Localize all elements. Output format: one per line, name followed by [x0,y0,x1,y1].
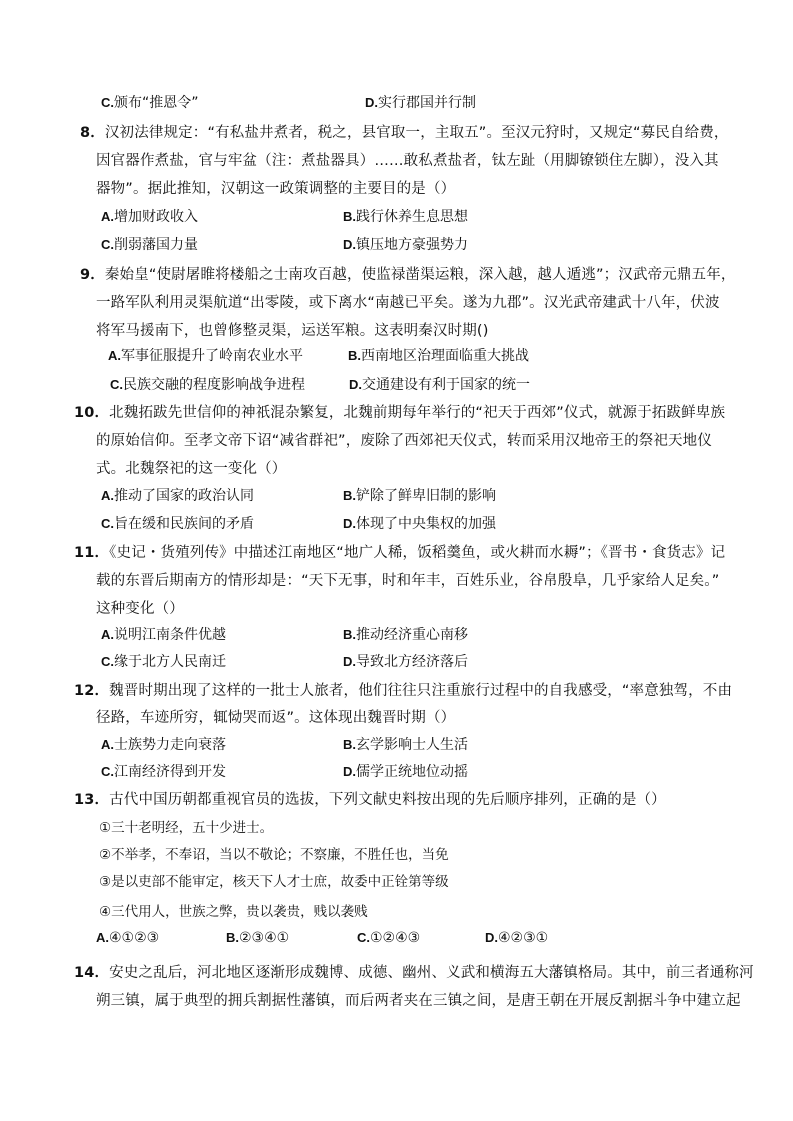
option-text: 镇压地方豪强势力 [356,237,468,253]
q8-option-b[interactable] [343,207,468,227]
q10-stem-line-3: 式。北魏祭祀的这一变化（） [96,461,287,477]
question-text: 北魏拓跋先世信仰的神祇混杂繁复，北魏前期每年举行的“祀天于西郊”仪式，就源于拓跋鲜卑族 [109,405,726,421]
option-letter: B. [343,488,356,503]
question-number: 12． [74,683,110,699]
q10-option-d[interactable] [343,514,496,534]
option-letter: B. [226,930,239,945]
question-number: 9． [80,267,105,283]
option-letter: A. [108,348,121,363]
option-letter: D. [343,764,356,779]
q13-source-item-3: ③是以吏部不能审定，核天下人才士庶，故委中正铨第等级 [99,874,449,890]
q12-option-b[interactable] [343,735,468,755]
q10-stem-line-2: 的原始信仰。至孝文帝下诏“减省群祀”，废除了西郊祀天仪式，转而采用汉地帝王的祭祀天地仪 [96,433,712,449]
q11-stem-line-3: 这种变化（） [96,601,184,617]
option-letter: D. [485,930,498,945]
q7-option-d[interactable] [365,93,476,113]
q8-stem-line-3: 器物”。据此推知，汉朝这一政策调整的主要目的是（） [96,181,456,197]
question-text: 秦始皇“使尉屠睢将楼船之士南攻百越，使监禄凿渠运粮，深入越，越人遁逃”；汉武帝元鼎五年， [104,267,736,283]
option-text: 说明江南条件优越 [114,627,226,643]
q13-stem-line-1 [74,790,666,810]
q8-option-a[interactable] [101,207,198,227]
question-number: 13． [74,792,110,808]
q13-option-d[interactable] [485,928,548,948]
question-text: 古代中国历朝都重视官员的选拔，下列文献史料按出现的先后顺序排列，正确的是（） [109,792,666,808]
q12-stem-line-1 [74,681,732,701]
option-letter: C. [101,654,114,669]
q11-option-b[interactable] [343,625,468,645]
option-text: 实行郡国并行制 [378,95,476,111]
q10-option-b[interactable] [343,486,496,506]
option-text: ②③④① [239,930,290,946]
q9-option-d[interactable] [349,375,530,395]
option-text: 士族势力走向衰落 [114,737,226,753]
option-letter: D. [343,237,356,252]
option-letter: B. [343,209,356,224]
q9-stem-line-2: 一路军队利用灵渠航道“出零陵，或下离水“南越已平矣。遂为九郡”。汉光武帝建武十八年，伏波 [96,295,720,311]
q13-source-item-4: ④三代用人，世族之弊，贵以袭贵，贱以袭贱 [99,904,368,920]
option-letter: C. [101,237,114,252]
question-text: 安史之乱后，河北地区逐渐形成魏博、成德、幽州、义武和横海五大藩镇格局。其中，前三者通称河 [109,965,754,981]
q14-stem-line-2: 朔三镇，属于典型的拥兵割据性藩镇，而后两者夹在三镇之间，是唐王朝在开展反割据斗争中建立起 [96,993,741,1009]
option-letter: A. [101,488,114,503]
q10-option-a[interactable] [101,486,254,506]
q9-option-c[interactable] [110,375,305,395]
q13-source-item-1: ①三十老明经，五十少进士。 [99,820,274,836]
option-letter: D. [343,654,356,669]
q11-stem-line-1 [74,543,725,563]
q13-option-a[interactable] [96,928,159,948]
q13-option-b[interactable] [226,928,289,948]
option-text: 西南地区治理面临重大挑战 [361,348,529,364]
option-text: 铲除了鲜卑旧制的影响 [356,488,496,504]
option-text: 交通建设有利于国家的统一 [362,377,530,393]
option-text: 儒学正统地位动摇 [356,764,468,780]
option-text: ④①②③ [109,930,160,946]
option-text: 增加财政收入 [114,209,198,225]
q7-option-c[interactable] [101,93,199,113]
option-text: 削弱藩国力量 [114,237,198,253]
q12-option-c[interactable] [101,762,226,782]
q10-option-c[interactable] [101,514,254,534]
option-letter: C. [110,377,123,392]
q8-option-c[interactable] [101,235,198,255]
q11-option-c[interactable] [101,652,226,672]
option-text: 践行休养生息思想 [356,209,468,225]
option-letter: A. [101,627,114,642]
q9-option-a[interactable] [108,346,303,366]
option-letter: D. [365,95,378,110]
q14-stem-line-1 [74,963,754,983]
q13-source-item-2: ②不举孝，不奉诏，当以不敬论；不察廉，不胜任也，当免 [99,847,449,863]
option-text: 民族交融的程度影响战争进程 [123,377,305,393]
question-number: 8． [80,125,105,141]
option-letter: D. [349,377,362,392]
option-text: ①②④③ [370,930,421,946]
question-number: 10． [74,405,110,421]
option-text: 江南经济得到开发 [114,764,226,780]
option-letter: D. [343,516,356,531]
option-letter: C. [101,764,114,779]
question-text: 汉初法律规定：“有私盐井煮者，税之，县官取一，主取五”。至汉元狩时，又规定“募民自给费， [104,125,729,141]
q9-option-b[interactable] [348,346,529,366]
q8-option-d[interactable] [343,235,468,255]
option-text: 体现了中央集权的加强 [356,516,496,532]
option-text: 颁布“推恩令” [114,95,199,111]
q8-stem-line-2: 因官器作煮盐，官与牢盆（注：煮盐器具）……敢私煮盐者，钛左趾（用脚镣锁住左脚），没入其 [96,153,719,169]
q8-stem-line-1 [80,123,729,143]
option-letter: A. [96,930,109,945]
option-letter: B. [348,348,361,363]
q10-stem-line-1 [74,403,725,423]
q12-option-a[interactable] [101,735,226,755]
option-text: ④②③① [498,930,549,946]
question-number: 14． [74,965,110,981]
option-text: 玄学影响士人生活 [356,737,468,753]
q11-option-d[interactable] [343,652,468,672]
option-text: 推动经济重心南移 [356,627,468,643]
option-letter: A. [101,209,114,224]
option-letter: C. [357,930,370,945]
option-text: 旨在缓和民族间的矛盾 [114,516,254,532]
option-letter: A. [101,737,114,752]
q12-stem-line-2: 径路，车迹所穷，辄恸哭而返”。这体现出魏晋时期（） [96,710,456,726]
q11-stem-line-2: 载的东晋后期南方的情形却是：“天下无事，时和年丰，百姓乐业，谷帛殷阜，几乎家给人足矣。” [96,573,720,589]
option-text: 军事征服提升了岭南农业水平 [121,348,303,364]
option-letter: B. [343,737,356,752]
question-number: 11． [74,545,110,561]
q9-stem-line-3: 将军马援南下，也曾修整灵渠，运送军粮。这表明秦汉时期() [96,323,489,339]
option-letter: C. [101,516,114,531]
q11-option-a[interactable] [101,625,226,645]
q12-option-d[interactable] [343,762,468,782]
option-text: 推动了国家的政治认同 [114,488,254,504]
question-text: 魏晋时期出现了这样的一批士人旅者，他们往往只注重旅行过程中的自我感受，“率意独驾，不由 [109,683,733,699]
q13-option-c[interactable] [357,928,420,948]
option-letter: B. [343,627,356,642]
option-text: 导致北方经济落后 [356,654,468,670]
option-text: 缘于北方人民南迁 [114,654,226,670]
option-letter: C. [101,95,114,110]
q9-stem-line-1 [80,265,736,285]
question-text: 《史记・货殖列传》中描述江南地区“地广人稀，饭稻羹鱼，或火耕而水耨”；《晋书・食货志》记 [109,545,726,561]
